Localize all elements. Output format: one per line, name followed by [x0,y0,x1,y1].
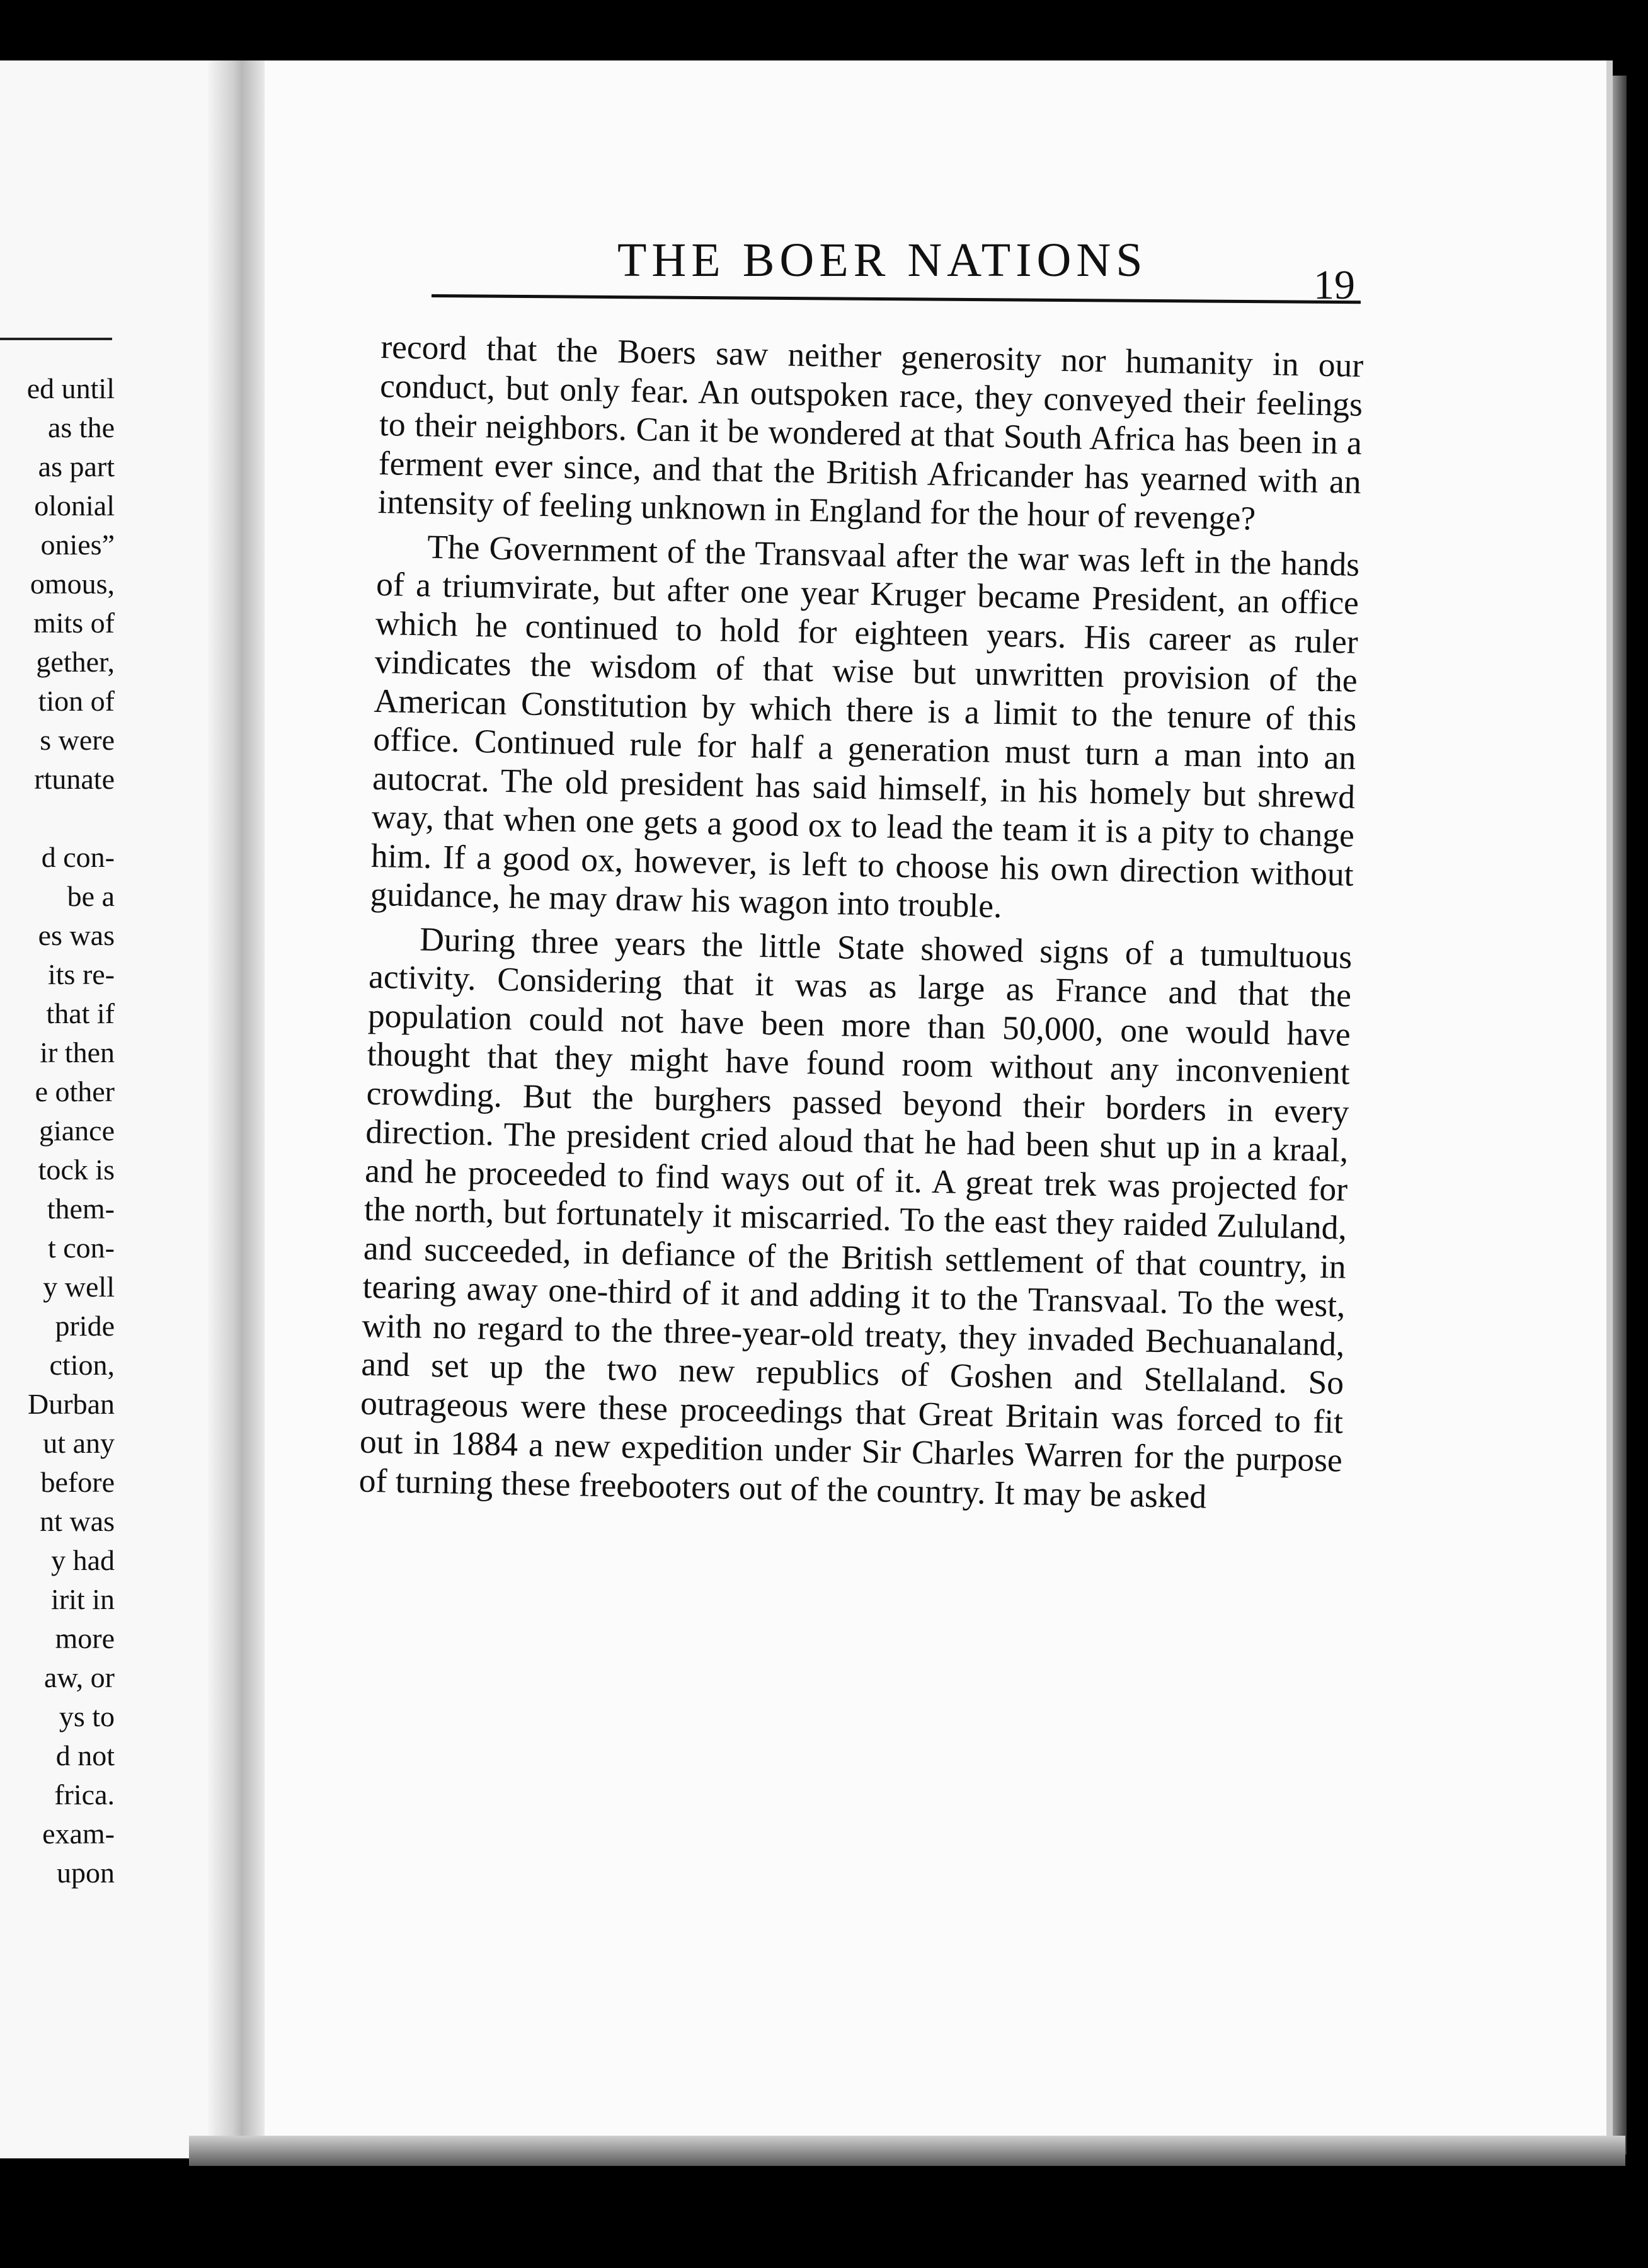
previous-page-line: aw, or [44,1661,115,1693]
previous-page-line: more [55,1622,115,1654]
previous-page-line: its re- [47,958,115,990]
previous-page-line: rtunate [34,763,115,795]
previous-page-line: Durban [28,1388,115,1420]
previous-page-line: gether, [36,646,115,678]
previous-page-line: giance [38,1114,115,1147]
previous-page-line: be a [67,880,115,912]
previous-page-line: d not [55,1739,115,1772]
previous-page-line: ed until [26,372,115,404]
previous-page-line: nt was [40,1505,115,1537]
previous-page-line: upon [57,1857,115,1889]
previous-page-line: e other [35,1075,115,1108]
body-text [358,328,1363,1519]
previous-page-line: tion of [38,685,115,717]
previous-page-line: them- [47,1193,115,1225]
previous-page-line: irit in [51,1583,115,1615]
previous-page-line: s were [40,724,115,756]
previous-page-line: omous, [30,568,115,600]
previous-page-line: before [40,1466,115,1498]
previous-page-line: as the [47,411,115,444]
page-number: 19 [1313,262,1355,308]
previous-page-line: that if [46,997,115,1029]
previous-page-line: d con- [41,841,115,873]
previous-page-line: ir then [40,1036,115,1068]
previous-page-line: olonial [34,490,115,522]
previous-page-line: as part [38,450,115,483]
previous-page-line: pride [55,1310,115,1342]
previous-page-line: mits of [33,607,115,639]
previous-page-line [0,799,115,838]
previous-page-line: ys to [59,1700,115,1732]
previous-page-line: ut any [43,1427,115,1459]
previous-page-line: exam- [42,1818,115,1850]
previous-page-line: t con- [47,1232,115,1264]
previous-page-line: frica. [54,1778,115,1811]
previous-page-line: ction, [49,1349,115,1381]
paragraph: The Government of the Transvaal after the war was left in the hands of a triumvirate, but after one year Kruger became President, an office which he continued to hold for eighteen years. His career as ruler vindicates the wisdom of that wise but unwritten provision of the American Constitution by which there is a limit to the tenure of this office. Continued rule for half a generation must turn a man into an autocrat. The old president has said himself, in his homely but shrewd way, that when one gets a good ox to lead the team it is a pity to change him. If a good ox, however, is left to choose his own direction without guidance, he may draw his wagon into trouble. [370,527,1360,925]
page-bottom-shadow [189,2136,1625,2166]
paragraph: record that the Boers saw neither generosity nor humanity in our conduct, but only fear. An outspoken race, they conveyed their feelings to their neighbors. Can it be wondered at that South Africa has been in a ferment ever since, and that the British Africander has yearned with an intensity of feeling unknown in England for the hour of revenge? [377,328,1364,537]
previous-page-line: onies” [40,529,115,561]
previous-page-head-rule [0,338,112,340]
previous-page-line: y had [51,1544,115,1576]
page-edge-shadow [1613,76,1627,2155]
book-gutter [208,60,265,2158]
previous-page-text [0,369,115,1893]
previous-page-line: es was [38,919,115,951]
paragraph: During three years the little State showed signs of a tumultuous activity. Considering that it was as large as France and that the population could not have been more than 50,000, one would have thought that they might have found room without any inconvenient crowding. But the burghers passed beyond their borders in every direction. The president cried aloud that he had been shut up in a kraal, and he proceeded to find ways out of it. A great trek was projected for the north, but fortunately it miscarried. To the east they raided Zululand, and succeeded, in defiance of the British settlement of that country, in tearing away one-third of it and adding it to the Transvaal. To the west, with no regard to the three-year-old treaty, they invaded Bechuanaland, and set up the two new republics of Goshen and Stellaland. So outrageous were these proceedings that Great Britain was forced to fit out in 1884 a new expedition under Sir Charles Warren for the purpose of turning these freebooters out of the country. It may be asked [358,919,1353,1515]
previous-page-line: tock is [38,1154,115,1186]
running-head: THE BOER NATIONS [617,234,1148,287]
previous-page-line: y well [43,1271,115,1303]
